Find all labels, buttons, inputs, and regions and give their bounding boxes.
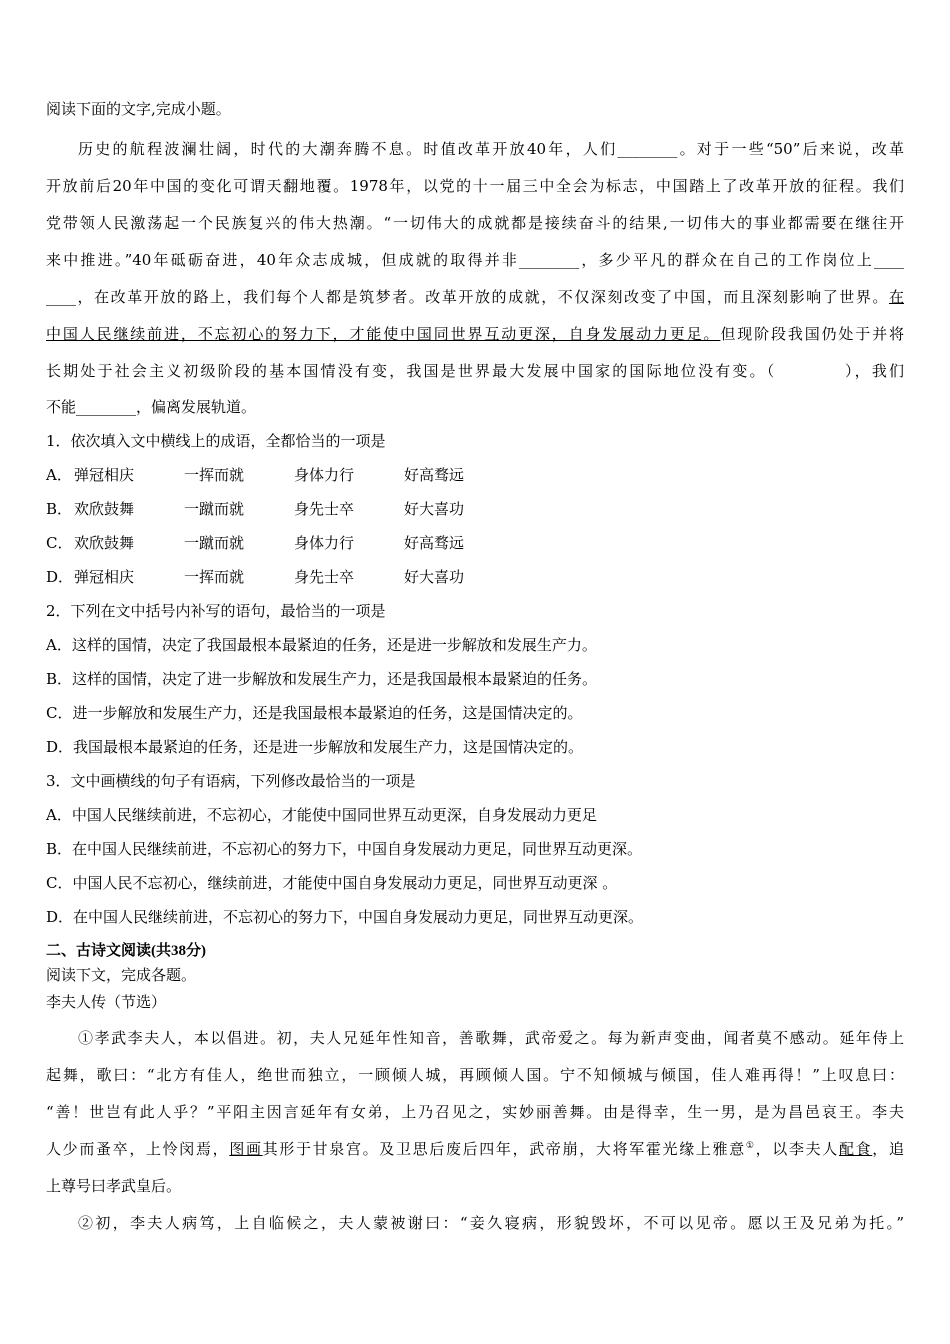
passage-line-6-rest: 但现阶段我国仍处于并将	[720, 325, 904, 343]
footnote-marker: ①	[745, 1141, 756, 1151]
classical-text-title: 李夫人传（节选）	[46, 993, 167, 1011]
question-3-option-d[interactable]: D．在中国人民继续前进，不忘初心的努力下，中国自身发展动力更足，同世界互动更深。	[46, 908, 644, 926]
question-1-option-c[interactable]	[46, 526, 904, 560]
question-2-option-c[interactable]: C．进一步解放和发展生产力，还是我国最根本最紧迫的任务，这是国情决定的。	[46, 704, 583, 722]
question-3-option-a[interactable]: A．中国人民继续前进，不忘初心，才能使中国同世界互动更深，自身发展动力更足	[46, 806, 597, 824]
document-page	[46, 96, 904, 1242]
section-classical-reading	[46, 940, 904, 1242]
passage-line-7: 长期处于社会主义初级阶段的基本国情没有变，我国是世界最大发展中国家的国际地位没有变。（ ），我们	[46, 362, 904, 380]
text-segment: 其形于甘泉宫。及卫思后废后四年，武帝崩，大将军霍光缘上雅意	[262, 1140, 746, 1158]
section-heading: 二、古诗文阅读(共38分)	[46, 943, 206, 959]
underlined-sentence-start: 在	[888, 288, 904, 306]
passage-line-2: 开放前后20年中国的变化可谓天翻地覆。1978年，以党的十一届三中全会为标志，中国踏上了改革开放的征程。我们	[46, 177, 904, 195]
option-label: D．	[46, 568, 74, 586]
passage-modern	[46, 131, 904, 424]
question-1	[46, 424, 904, 594]
option-word: 身先士卒	[294, 568, 355, 586]
underlined-word-peishi: 配食	[838, 1140, 873, 1158]
passage-line-5-text: ____，在改革开放的路上，我们每个人都是筑梦者。改革开放的成就，不仅深刻改变了中国，而且深刻影响了世界。	[46, 288, 889, 306]
classical-p1-line-5: 上尊号曰孝武皇后。	[46, 1177, 182, 1195]
text-segment: ，以李夫人	[755, 1140, 839, 1158]
option-word: 一挥而就	[184, 466, 245, 484]
option-word: 弹冠相庆	[74, 466, 135, 484]
passage-line-4: 来中推进。”40年砥砺奋进，40年众志成城，但成就的取得并非________，多少平凡的群众在自己的工作岗位上____	[46, 251, 904, 269]
option-label: B．	[46, 500, 73, 518]
classical-p1-line-4	[46, 1131, 904, 1168]
option-word: 好高骛远	[404, 534, 465, 552]
option-word: 欢欣鼓舞	[74, 500, 135, 518]
passage-line-3: 党带领人民激荡起一个民族复兴的伟大热潮。“一切伟大的成就都是接续奋斗的结果,一切伟大的事业都需要在继往开	[46, 214, 904, 232]
question-2-option-a[interactable]: A．这样的国情，决定了我国最根本最紧迫的任务，还是进一步解放和发展生产力。	[46, 636, 597, 654]
option-word: 好高骛远	[404, 466, 465, 484]
section-instruction: 阅读下文，完成各题。	[46, 966, 197, 984]
option-word: 一挥而就	[184, 568, 245, 586]
question-3-stem: 3．文中画横线的句子有语病，下列修改最恰当的一项是	[46, 772, 416, 790]
passage-line-5	[46, 279, 904, 316]
option-label: C．	[46, 534, 73, 552]
option-word: 好大喜功	[404, 500, 465, 518]
reading-instruction: 阅读下面的文字,完成小题。	[46, 100, 231, 118]
question-1-option-a[interactable]	[46, 458, 904, 492]
option-word: 身先士卒	[294, 500, 355, 518]
question-1-option-d[interactable]	[46, 560, 904, 594]
question-3-option-b[interactable]: B．在中国人民继续前进，不忘初心的努力下，中国自身发展动力更足，同世界互动更深。	[46, 840, 643, 858]
question-1-option-b[interactable]	[46, 492, 904, 526]
question-2-stem: 2．下列在文中括号内补写的语句，最恰当的一项是	[46, 602, 386, 620]
question-3-option-c[interactable]: C．中国人民不忘初心，继续前进，才能使中国自身发展动力更足，同世界互动更深 。	[46, 874, 618, 892]
text-segment: 人少而蚤卒，上怜闵焉，	[46, 1140, 230, 1158]
classical-p2-line-1: ②初，李夫人病笃，上自临候之，夫人蒙被谢曰：“妾久寝病，形貌毁坏，不可以见帝。愿以王及兄弟为托。”	[78, 1214, 904, 1232]
option-label: A．	[46, 466, 72, 484]
question-2-option-d[interactable]: D．我国最根本最紧迫的任务，还是进一步解放和发展生产力，这是国情决定的。	[46, 738, 584, 756]
question-1-stem: 1．依次填入文中横线上的成语，全都恰当的一项是	[46, 432, 386, 450]
passage-line-6	[46, 316, 904, 353]
option-word: 一蹴而就	[184, 534, 245, 552]
option-word: 身体力行	[294, 466, 355, 484]
classical-p1-line-2: 起舞，歌曰：“北方有佳人，绝世而独立，一顾倾人城，再顾倾人国。宁不知倾城与倾国，佳人难再得！”上叹息曰：	[46, 1066, 904, 1084]
question-3	[46, 764, 904, 934]
question-2-option-b[interactable]: B．这样的国情，决定了进一步解放和发展生产力，还是我国最根本最紧迫的任务。	[46, 670, 598, 688]
option-word: 弹冠相庆	[74, 568, 135, 586]
option-word: 身体力行	[294, 534, 355, 552]
option-word: 好大喜功	[404, 568, 465, 586]
passage-line-8: 不能________，偏离发展轨道。	[46, 398, 257, 416]
classical-p1-line-3: “善！世岂有此人乎？”平阳主因言延年有女弟，上乃召见之，实妙丽善舞。由是得幸，生一男，是为昌邑哀王。李夫	[46, 1103, 904, 1121]
underlined-sentence: 中国人民继续前进，不忘初心的努力下，才能使中国同世界互动更深，自身发展动力更足。	[46, 325, 721, 343]
text-segment: ，追	[872, 1140, 904, 1158]
question-2	[46, 594, 904, 764]
underlined-word-tuhua: 图画	[229, 1140, 263, 1158]
option-word: 欢欣鼓舞	[74, 534, 135, 552]
passage-line-1: 历史的航程波澜壮阔，时代的大潮奔腾不息。时值改革开放40年，人们________。对于一些“50”后来说，改革	[78, 140, 904, 158]
classical-p1-line-1: ①孝武李夫人，本以倡进。初，夫人兄延年性知音，善歌舞，武帝爱之。每为新声变曲，闻者莫不感动。延年侍上	[78, 1029, 904, 1047]
option-word: 一蹴而就	[184, 500, 245, 518]
